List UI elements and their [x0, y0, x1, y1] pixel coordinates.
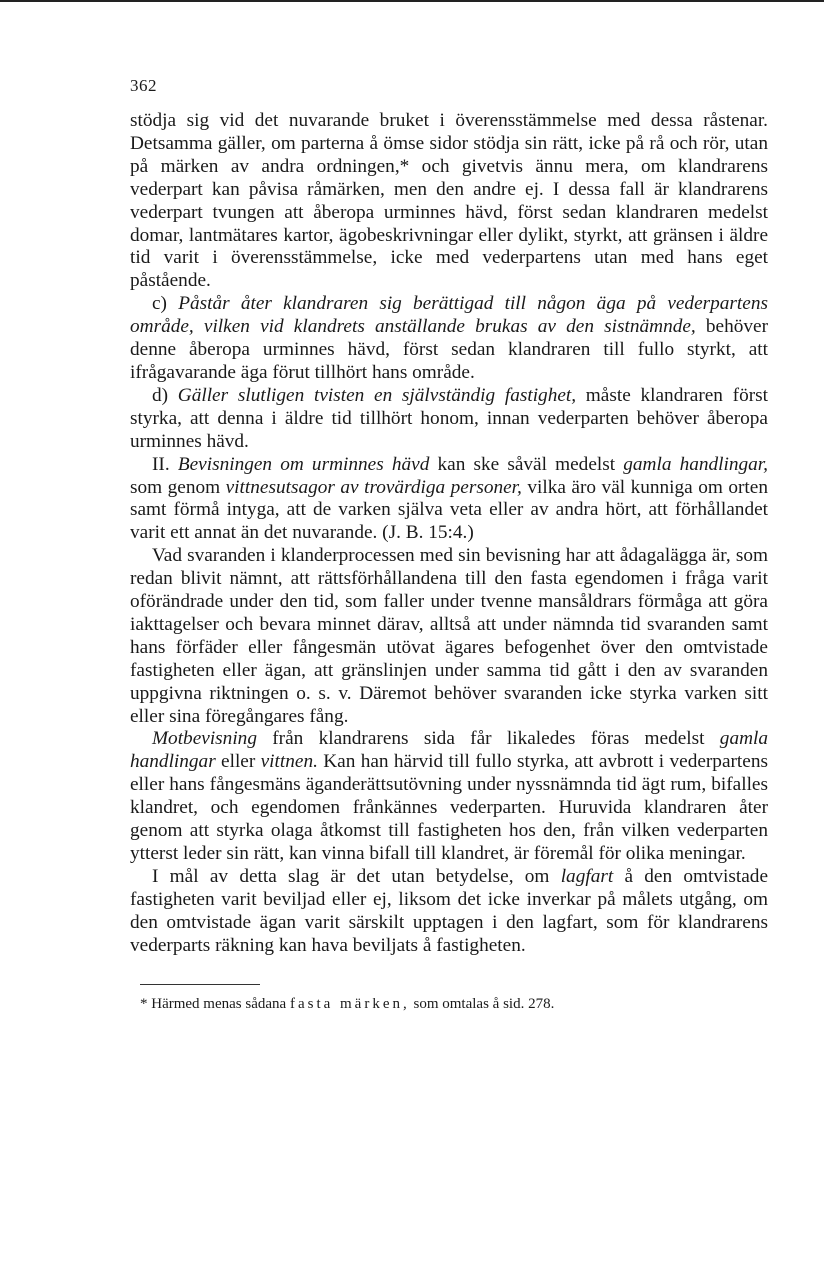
text-run: eller [215, 751, 261, 773]
paragraph [130, 293, 768, 385]
text-run: II. [152, 453, 178, 475]
italic-run: lagfart [560, 865, 614, 887]
italic-run: vittnen. [260, 751, 318, 773]
paragraph [130, 866, 768, 958]
page-number: 362 [130, 76, 157, 95]
paragraph [130, 385, 768, 454]
text-run: måste klandraren först styrka, att denna i äldre tid tillhört honom, innan vederparten behöver åberopa urminnes hävd. [130, 384, 768, 452]
italic-run: Motbevisning [152, 728, 257, 750]
footnote-text-before: Härmed menas sådana [151, 995, 290, 1012]
text-run: Vad svaranden i klanderprocessen med sin bevisning har att ådagalägga är, som redan blivit nämnt, att rättsförhållandena till den fasta egendomen i fråga varit oförändrade under den tid, som faller under tvenne mansåldrars förmåga att göra iakttagelser och bevara minnet därav, alltså att under nämnda tid svaranden samt hans förfäder eller fångesmän utövat ägares befogenhet över den omtvistade fastigheten eller ägan, att gränslinjen under samma tid gått i den av svaranden uppgivna riktningen o. s. v. Däremot behöver svaranden icke styrka varken sitt eller sina föregångares fång. [130, 545, 768, 727]
page-top-rule [0, 0, 824, 2]
text-run: å den omtvistade fastigheten varit beviljad eller ej, liksom det icke inverkar på målets utgång, om den omtvistade ägan varit särskilt upptagen i den lagfart, som för klandrarens vederparts räkning kan hava beviljats å fastigheten. [130, 865, 768, 956]
book-page [130, 76, 768, 1013]
paragraph [130, 454, 768, 546]
text-run: stödja sig vid det nuvarande bruket i överensstämmelse med dessa råstenar. Detsamma gäller, om parterna å ömse sidor stödja sin rätt, icke på rå och rör, utan på märken av andra ordningen,* och givetvis ännu mera, om klandrarens vederpart kan påvisa råmärken, men den andre ej. I dessa fall är klandrarens vederpart tvungen att åberopa urminnes hävd, först sedan klandraren medelst domar, lantmätares kartor, ägobeskrivningar eller dylikt, styrkt, att gränsen i äldre tid varit i överensstämmelse, icke med vederpartens utan med hans eget påstående. [130, 110, 768, 292]
footnote-divider [140, 984, 260, 985]
text-run: d) [152, 384, 178, 406]
footnote-spaced-term: fasta märken, [289, 995, 410, 1012]
italic-run: vittnesutsagor av trovärdiga personer, [225, 476, 522, 498]
body-text [130, 110, 768, 958]
text-run: behöver denne åberopa urminnes hävd, först sedan klandraren till fullo styrkt, att ifrågavarande äga förut tillhört hans område. [130, 316, 768, 383]
text-run: c) [152, 293, 179, 315]
paragraph [130, 728, 768, 865]
paragraph [130, 110, 768, 293]
text-run: kan ske såväl medelst [429, 453, 624, 475]
footnote-text-after: som omtalas å sid. 278. [409, 995, 555, 1012]
text-run: Kan han härvid till fullo styrka, att avbrott i vederpartens eller hans fångesmäns äganderättsutövning under nyssnämnda tid ägt rum, bifalles klandret, och egendomen frånkännes vederparten. Huruvida klandraren åter genom att styrka olaga åtkomst till fastigheten hos den, från vilken vederparten ytterst leder sin rätt, kan vinna bifall till klandret, är föremål för olika meningar. [130, 751, 768, 864]
text-run: vilka äro väl kunniga om orten samt förmå intyga, att de varken själva veta eller av andra hört, att förhållandet varit ett annat än det nuvarande. (J. B. 15:4.) [130, 476, 768, 544]
italic-run: Påstår åter klandraren sig berättigad till någon äga på vederpartens område, vilken vid klandrets anställande brukas av den sistnämnde, [130, 293, 768, 338]
italic-run: gamla handlingar [130, 728, 768, 773]
italic-run: Bevisningen om urminnes hävd [177, 453, 430, 475]
footnote-marker: * [140, 995, 152, 1012]
italic-run: Gäller slutligen tvisten en självständig fastighet, [177, 384, 577, 406]
footnote [140, 995, 768, 1013]
text-run: från klandrarens sida får likaledes föras medelst [256, 728, 720, 750]
paragraph [130, 545, 768, 728]
text-run: som genom [130, 476, 226, 498]
italic-run: gamla handlingar, [623, 453, 768, 475]
text-run: I mål av detta slag är det utan betydelse, om [152, 865, 561, 887]
